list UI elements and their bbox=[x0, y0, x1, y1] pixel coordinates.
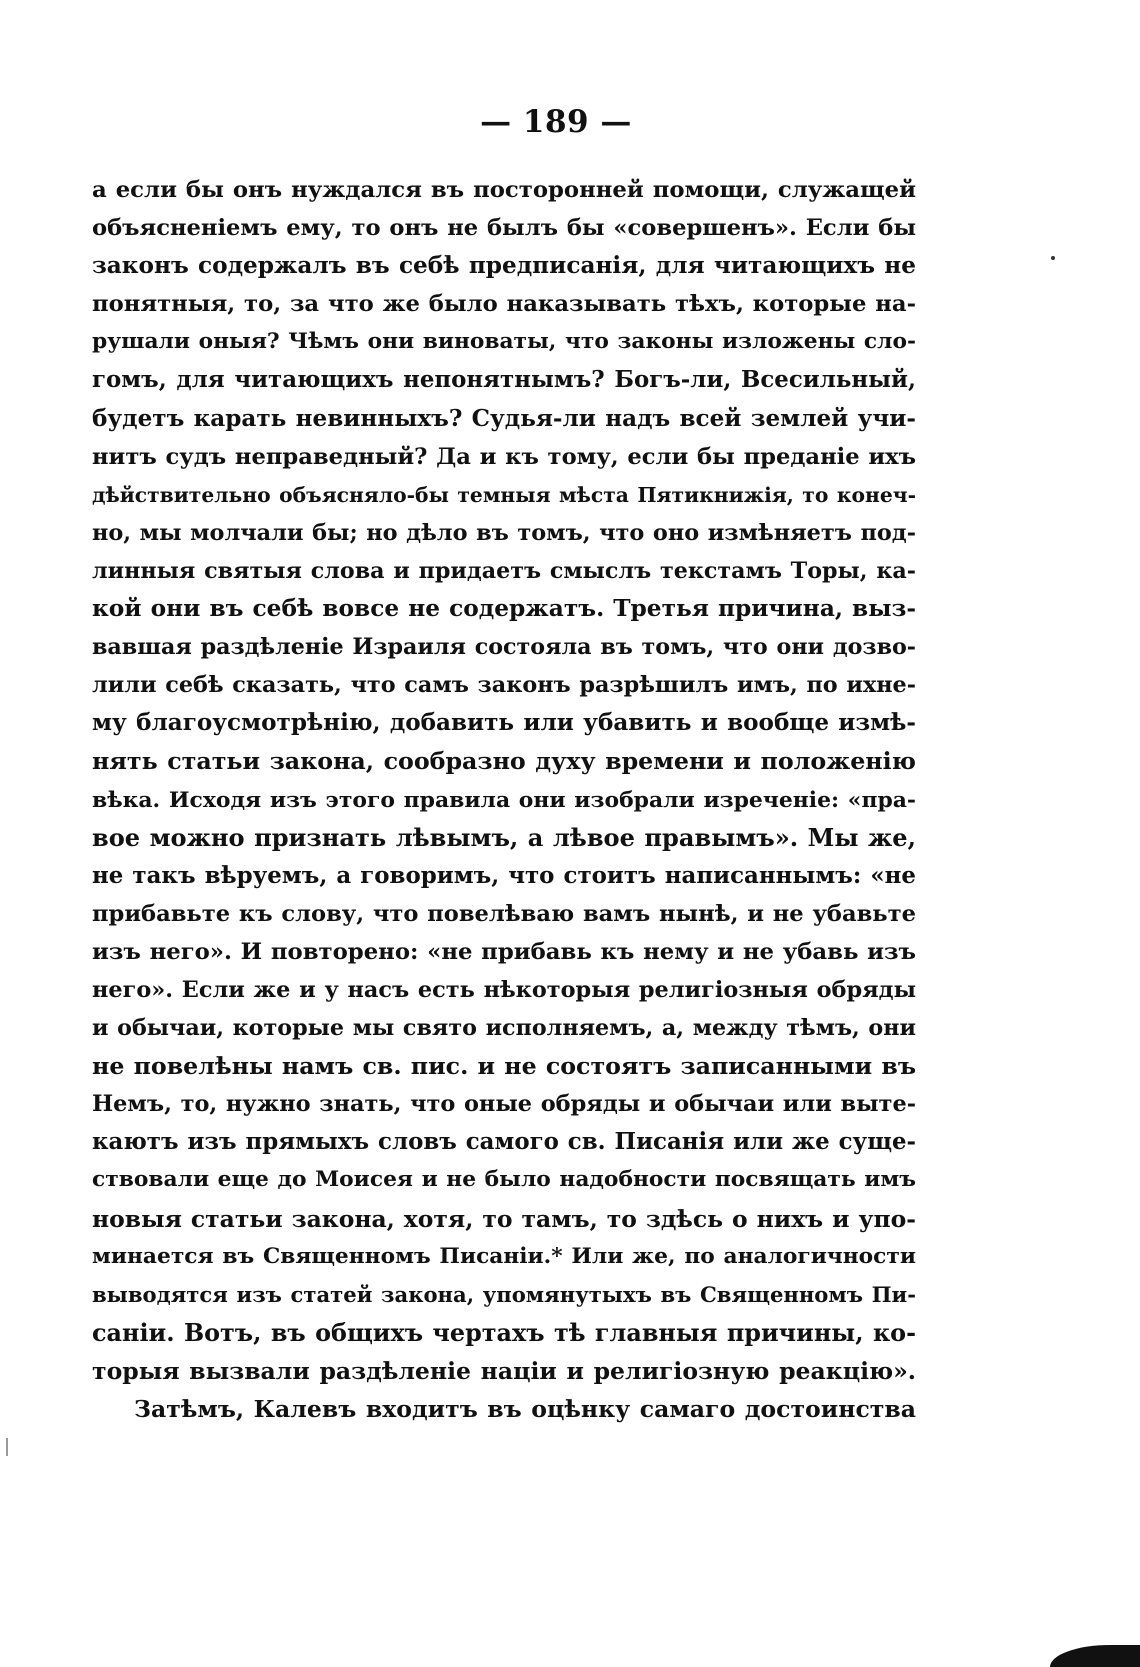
text-line: будетъ карать невинныхъ? Судья-ли надъ всей землей учи- bbox=[92, 404, 916, 432]
text-line: выводятся изъ статей закона, упомянутыхъ въ Священномъ Пи- bbox=[92, 1281, 916, 1307]
text-line: ствовали еще до Моисея и не было надобности посвящать имъ bbox=[92, 1167, 916, 1193]
text-line: рушали оныя? Чѣмъ они виноваты, что законы изложены сло- bbox=[92, 329, 916, 355]
body-text bbox=[92, 171, 916, 1428]
text-line: кой они въ себѣ вовсе не содержатъ. Третья причина, выз- bbox=[92, 595, 916, 623]
text-line: не такъ вѣруемъ, а говоримъ, что стоитъ написаннымъ: «не bbox=[92, 861, 916, 889]
text-line: и обычаи, которые мы свято исполняемъ, а, между тѣмъ, они bbox=[92, 1015, 916, 1042]
paragraph-first-line: Затѣмъ, Калевъ входитъ въ оцѣнку самаго достоинства bbox=[134, 1395, 916, 1423]
text-line: него». Если же и у насъ есть нѣкоторыя религіозныя обряды bbox=[92, 976, 916, 1003]
text-line: новыя статьи закона, хотя, то тамъ, то здѣсь о нихъ и упо- bbox=[92, 1204, 916, 1233]
text-line: торыя вызвали раздѣленіе націи и религіозную реакцію». bbox=[92, 1356, 916, 1385]
text-line: но, мы молчали бы; но дѣло въ томъ, что оно измѣняетъ под- bbox=[92, 519, 916, 546]
text-line: Немъ, то, нужно знать, что оные обряды и обычаи или выте- bbox=[92, 1091, 916, 1118]
text-line: гомъ, для читающихъ непонятнымъ? Богъ-ли, Всесильный, bbox=[92, 367, 916, 394]
text-line: а если бы онъ нуждался въ посторонней помощи, служащей bbox=[92, 177, 916, 203]
text-line: вавшая раздѣленіе Израиля состояла въ томъ, что они дозво- bbox=[92, 634, 916, 661]
text-line: минается въ Священномъ Писаніи.* Или же, по аналогичности bbox=[92, 1243, 916, 1269]
text-line: прибавьте къ слову, что повелѣваю вамъ нынѣ, и не убавьте bbox=[92, 900, 916, 927]
text-line: понятныя, то, за что же было наказывать тѣхъ, которые на- bbox=[92, 291, 916, 318]
text-line: не повелѣны намъ св. пис. и не состоятъ записанными въ bbox=[92, 1052, 916, 1081]
text-line: саніи. Вотъ, въ общихъ чертахъ тѣ главныя причины, ко- bbox=[92, 1318, 916, 1347]
page-number: — 189 — bbox=[480, 104, 632, 140]
text-line: изъ него». И повторено: «не прибавь къ нему и не убавь изъ bbox=[92, 938, 916, 965]
text-line: линныя святыя слова и придаетъ смыслъ текстамъ Торы, ка- bbox=[92, 557, 916, 584]
text-line: нять статьи закона, сообразно духу времени и положенію bbox=[92, 747, 916, 776]
text-line: лили себѣ сказать, что самъ законъ разрѣшилъ имъ, по ихне- bbox=[92, 672, 916, 699]
text-line: каютъ изъ прямыхъ словъ самого св. Писанія или же суще- bbox=[92, 1129, 916, 1156]
text-line: законъ содержалъ въ себѣ предписанія, для читающихъ не bbox=[92, 252, 916, 280]
text-line: вѣка. Исходя изъ этого правила они изобрали изреченіе: «пра- bbox=[92, 786, 916, 813]
text-line: му благоусмотрѣнію, добавить или убавить и вообще измѣ- bbox=[92, 709, 916, 737]
text-line: вое можно признать лѣвымъ, а лѣвое правымъ». Мы же, bbox=[92, 822, 916, 852]
corner-ink-blot bbox=[1050, 1645, 1140, 1667]
text-line: дѣйствительно объясняло-бы темныя мѣста Пятикнижія, то конеч- bbox=[92, 482, 916, 507]
margin-mark bbox=[6, 1438, 8, 1456]
text-line: объясненіемъ ему, то онъ не былъ бы «совершенъ». Если бы bbox=[92, 215, 916, 242]
margin-dot bbox=[1051, 256, 1055, 260]
text-line: нитъ судъ неправедный? Да и къ тому, если бы преданіе ихъ bbox=[92, 443, 916, 470]
